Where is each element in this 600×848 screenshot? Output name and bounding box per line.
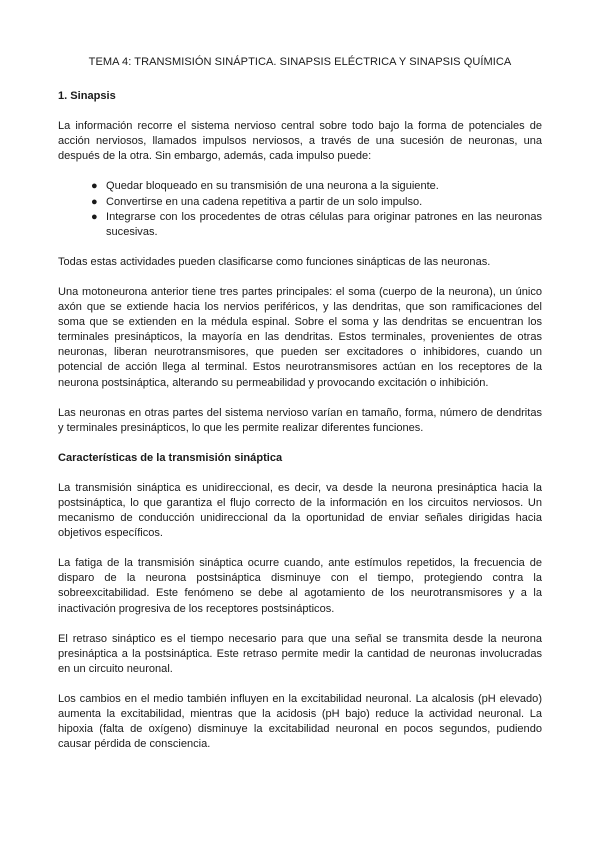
list-item xyxy=(93,195,542,210)
list-item xyxy=(93,179,542,194)
paragraph-summary: Todas estas actividades pueden clasificarse como funciones sinápticas de las neuronas. xyxy=(58,255,491,268)
paragraph-fatigue: La fatiga de la transmisión sináptica ocurre cuando, ante estímulos repetidos, la frecuencia de disparo de la neurona postsináptica disminuye con el tiempo, protegiendo contra la sobreexcitabilidad. Este fenómeno se debe al agotamiento de los neurotransmisores y a la inactivación progresiva de los receptores postsinápticos. xyxy=(58,557,542,615)
paragraph-variation: Las neuronas en otras partes del sistema nervioso varían en tamaño, forma, número de dendritas y terminales presinápticos, lo que les permite realizar diferentes funciones. xyxy=(58,406,542,434)
list-item-text: Convertirse en una cadena repetitiva a partir de un solo impulso. xyxy=(106,195,423,208)
bullet-icon: ● xyxy=(91,195,98,208)
list-item xyxy=(93,210,542,240)
paragraph-unidirectional: La transmisión sináptica es unidireccional, es decir, va desde la neurona presináptica hacia la postsináptica, lo que garantiza el flujo correcto de la información en los circuitos nerviosos. Un mecanismo de conducción unidireccional da la oportunidad de enviar señales dirigidas hacia objetivos específicos. xyxy=(58,481,542,540)
list-item-text: Quedar bloqueado en su transmisión de una neurona a la siguiente. xyxy=(106,180,439,193)
bullet-icon: ● xyxy=(91,180,98,193)
section-heading-sinapsis: 1. Sinapsis xyxy=(58,90,116,103)
paragraph-environment: Los cambios en el medio también influyen en la excitabilidad neuronal. La alcalosis (pH elevado) aumenta la excitabilidad, mientras que la acidosis (pH bajo) reduce la actividad neuronal. La hipoxia (falta de oxígeno) disminuye la excitabilidad neuronal en pocos segundos, pudiendo causar pérdida de consciencia. xyxy=(58,692,542,751)
paragraph-intro: La información recorre el sistema nervioso central sobre todo bajo la forma de potenciales de acción nerviosos, llamados impulsos nerviosos, a través de una sucesión de neuronas, una después de la otra. Sin embargo, además, cada impulso puede: xyxy=(58,120,542,163)
section-heading-characteristics: Características de la transmisión sináptica xyxy=(58,451,283,464)
document-title: TEMA 4: TRANSMISIÓN SINÁPTICA. SINAPSIS ELÉCTRICA Y SINAPSIS QUÍMICA xyxy=(88,56,512,68)
list-item-text: Integrarse con los procedentes de otras células para originar patrones en las neuronas sucesivas. xyxy=(106,210,542,238)
paragraph-motoneuron: Una motoneurona anterior tiene tres partes principales: el soma (cuerpo de la neurona), un único axón que se extiende hacia los nervios periféricos, y las dendritas, que son ramificaciones del soma que se extienden en la médula espinal. Sobre el soma y las dendritas se encuentran los terminales presinápticos, la mayoría en las dendritas. Estos terminales, provenientes de otras neuronas, liberan neurotransmisores, que pueden ser excitadores o inhibidores, cuando un potencial de acción llega al terminal. Estos neurotransmisores actúan en los receptores de la neurona postsináptica, alterando su permeabilidad y provocando excitación o inhibición. xyxy=(58,285,542,389)
bullet-list xyxy=(58,179,542,239)
paragraph-delay: El retraso sináptico es el tiempo necesario para que una señal se transmita desde la neurona presináptica a la postsináptica. Este retraso permite medir la cantidad de neuronas involucradas en un circuito neuronal. xyxy=(58,632,542,675)
bullet-icon: ● xyxy=(91,210,98,223)
